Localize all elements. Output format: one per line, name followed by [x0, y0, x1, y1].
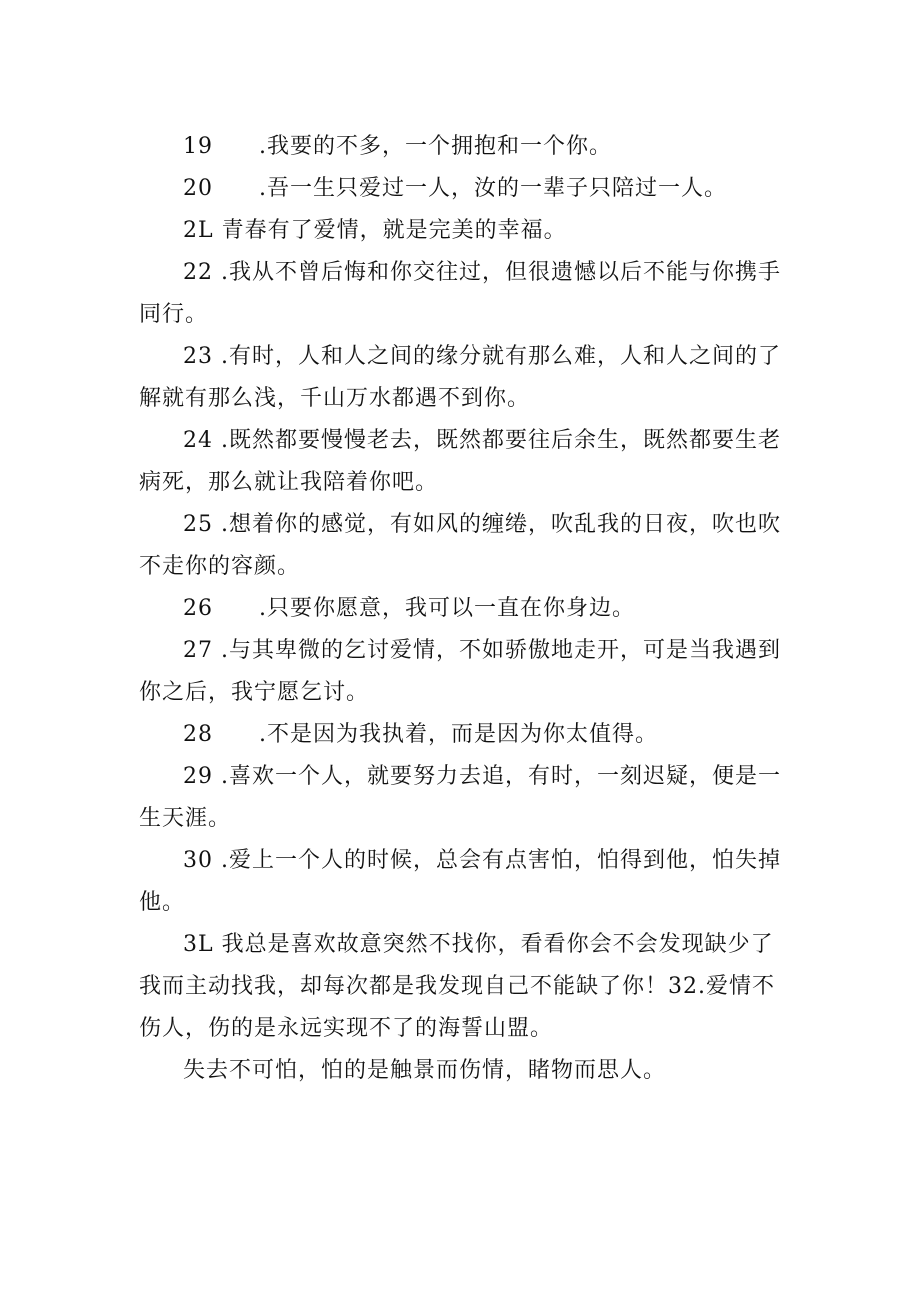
paragraph-31: [139, 924, 779, 1050]
paragraph-line: 24 .既然都要慢慢老去，既然都要往后余生，既然都要生老: [183, 428, 781, 453]
paragraph-line: 22 .我从不曾后悔和你交往过，但很遗憾以后不能与你携手: [183, 260, 781, 285]
paragraph-line: 28 .不是因为我执着，而是因为你太值得。: [183, 722, 658, 747]
paragraph-line: 29 .喜欢一个人，就要努力去追，有时，一刻迟疑，便是一: [183, 764, 781, 789]
paragraph-line: 30 .爱上一个人的时候，总会有点害怕，怕得到他，怕失掉: [183, 848, 781, 873]
paragraph-21: [139, 210, 779, 252]
paragraph-line: 不走你的容颜。: [139, 554, 301, 579]
paragraph-line: 病死，那么就让我陪着你吧。: [139, 470, 439, 495]
paragraph-line: 解就有那么浅，千山万水都遇不到你。: [139, 386, 531, 411]
paragraph-line: 23 .有时，人和人之间的缘分就有那么难，人和人之间的了: [183, 344, 781, 369]
paragraph-line: 27 .与其卑微的乞讨爱情，不如骄傲地走开，可是当我遇到: [183, 638, 781, 663]
paragraph-29: [139, 756, 779, 840]
paragraph-20: [139, 168, 779, 210]
paragraph-line: 26 .只要你愿意，我可以一直在你身边。: [183, 596, 635, 621]
paragraph-line: 伤人，伤的是永远实现不了的海誓山盟。: [139, 1016, 554, 1041]
paragraph-line: 他。: [139, 890, 186, 915]
paragraph-line: 3L 我总是喜欢故意突然不找你，看看你会不会发现缺少了: [183, 932, 774, 957]
paragraph-closing: [139, 1050, 779, 1092]
paragraph-19: [139, 126, 779, 168]
paragraph-22: [139, 252, 779, 336]
paragraph-25: [139, 504, 779, 588]
paragraph-line: 我而主动找我，却每次都是我发现自己不能缺了你！32.爱情不: [139, 974, 775, 999]
paragraph-line: 19 .我要的不多，一个拥抱和一个你。: [183, 134, 612, 159]
paragraph-24: [139, 420, 779, 504]
paragraph-27: [139, 630, 779, 714]
paragraph-line: 你之后，我宁愿乞讨。: [139, 680, 370, 705]
paragraph-30: [139, 840, 779, 924]
paragraph-line: 失去不可怕，怕的是触景而伤情，睹物而思人。: [183, 1058, 667, 1083]
paragraph-28: [139, 714, 779, 756]
paragraph-23: [139, 336, 779, 420]
paragraph-26: [139, 588, 779, 630]
paragraph-line: 2L 青春有了爱情，就是完美的幸福。: [183, 218, 567, 243]
paragraph-line: 生天涯。: [139, 806, 232, 831]
paragraph-line: 同行。: [139, 302, 209, 327]
paragraph-line: 20 .吾一生只爱过一人，汝的一辈子只陪过一人。: [183, 176, 727, 201]
paragraph-line: 25 .想着你的感觉，有如风的缠绻，吹乱我的日夜，吹也吹: [183, 512, 781, 537]
